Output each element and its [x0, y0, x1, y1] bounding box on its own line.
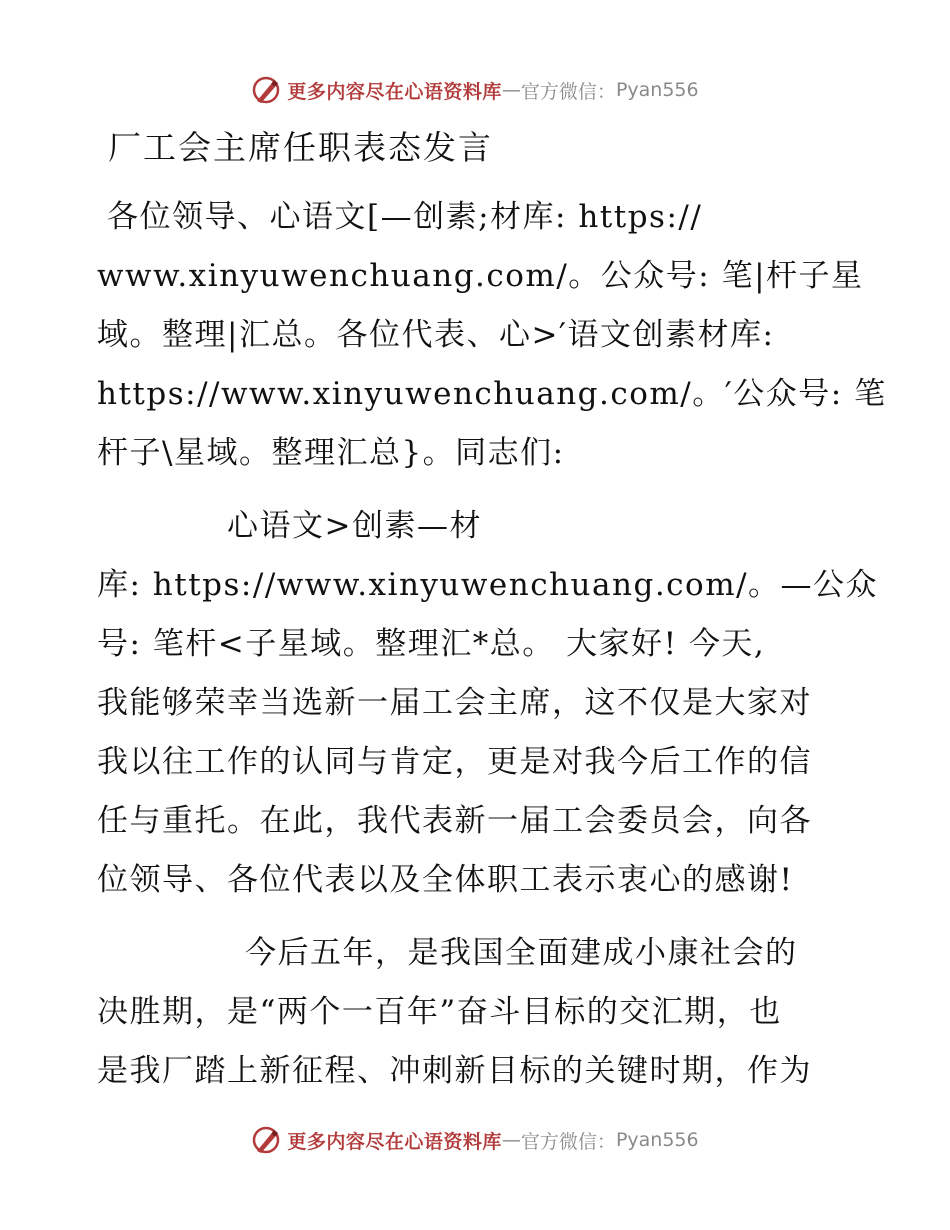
paragraph-line: 域。整理|汇总。各位代表、心>′语文创素材库:	[97, 317, 775, 353]
banner-brand-text: 更多内容尽在心语资料库	[287, 1130, 502, 1153]
paragraph-line: 库: https://www.xinyuwenchuang.com/。—公众	[97, 567, 879, 603]
banner-official-label: 官方微信：	[520, 1130, 616, 1153]
paragraph-line: 我以往工作的认同与肯定，更是对我今后工作的信	[97, 744, 812, 780]
banner-wechat-id: Pyan556	[615, 1129, 699, 1151]
document-title: 厂工会主席任职表态发言	[108, 128, 493, 167]
footer-banner	[0, 1120, 950, 1160]
banner-separator: —	[501, 1129, 521, 1151]
paragraph-greeting	[97, 188, 887, 483]
paragraph-line: 位领导、各位代表以及全体职工表示衷心的感谢!	[97, 862, 794, 898]
paragraph-line: 我能够荣幸当选新一届工会主席，这不仅是大家对	[97, 685, 812, 721]
paragraph-outlook	[97, 924, 857, 1101]
paragraph-line: 今后五年，是我国全面建成小康社会的	[245, 935, 798, 971]
paragraph-line: www.xinyuwenchuang.com/。公众号: 笔|杆子星	[97, 258, 864, 294]
header-banner	[0, 70, 950, 110]
banner-wechat-id: Pyan556	[615, 79, 699, 101]
banner-separator: —	[501, 79, 521, 101]
paragraph-line: 任与重托。在此，我代表新一届工会委员会，向各	[97, 803, 812, 839]
banner-official-label: 官方微信：	[520, 80, 616, 103]
paragraph-line: 决胜期，是“两个一百年”奋斗目标的交汇期，也	[97, 994, 782, 1030]
banner-brand-text: 更多内容尽在心语资料库	[287, 80, 502, 103]
paragraph-opening	[97, 497, 879, 910]
paragraph-line: https://www.xinyuwenchuang.com/。′公众号: 笔	[97, 376, 887, 412]
paragraph-line: 号: 笔杆<子星域。整理汇*总。 大家好! 今天,	[97, 626, 766, 662]
pen-logo-icon	[251, 75, 281, 105]
pen-logo-icon	[251, 1125, 281, 1155]
paragraph-line: 杆子\星域。整理汇总}。同志们:	[97, 435, 565, 471]
paragraph-line: 各位领导、心语文[—创素;材库: https://	[107, 199, 703, 235]
paragraph-line: 是我厂踏上新征程、冲刺新目标的关键时期，作为	[97, 1053, 812, 1089]
paragraph-line: 心语文>创素—材	[227, 508, 482, 544]
